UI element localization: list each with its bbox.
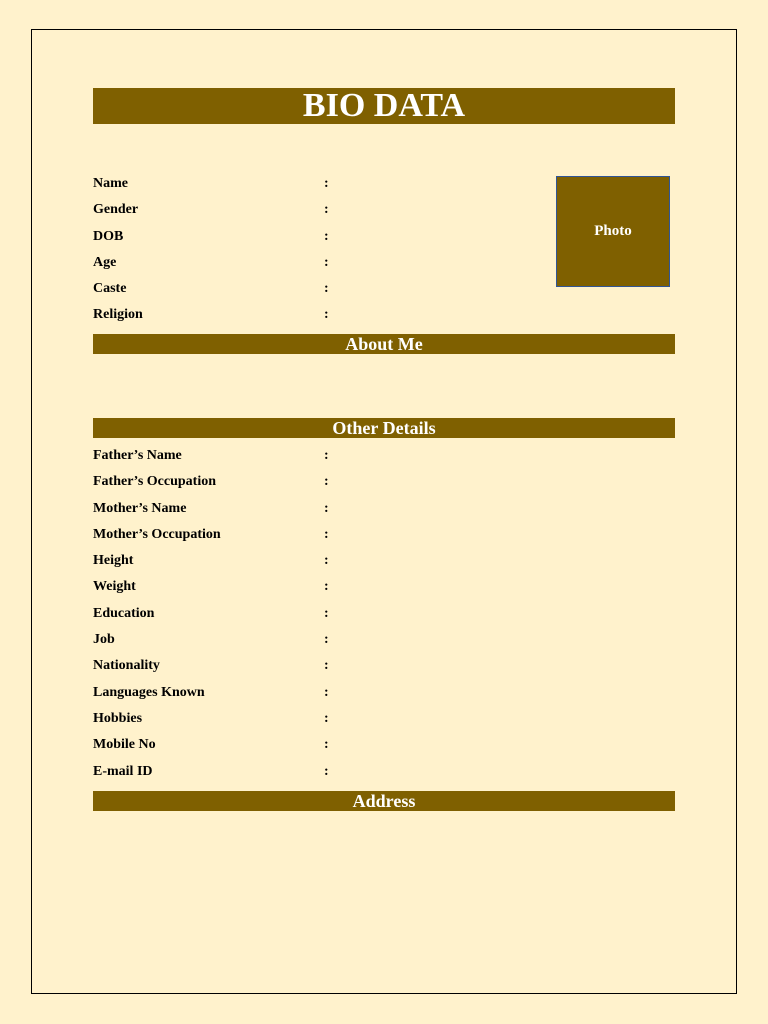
field-separator: : bbox=[324, 176, 329, 191]
personal-details-list bbox=[93, 171, 533, 329]
field-separator: : bbox=[324, 737, 329, 753]
field-row-e-mail-id bbox=[93, 759, 533, 785]
field-label: Hobbies bbox=[93, 710, 143, 726]
field-label: Religion bbox=[93, 307, 143, 323]
field-label: E-mail ID bbox=[93, 763, 153, 779]
field-row-fathers-name bbox=[93, 443, 533, 469]
field-row-height bbox=[93, 548, 533, 574]
field-row-age bbox=[93, 250, 533, 276]
field-separator: : bbox=[324, 763, 329, 779]
field-row-hobbies bbox=[93, 706, 533, 732]
field-label: Mobile No bbox=[93, 737, 156, 753]
field-separator: : bbox=[324, 281, 329, 297]
field-label: Nationality bbox=[93, 658, 160, 674]
field-label: Age bbox=[93, 254, 117, 270]
section-heading-other-details: Other Details bbox=[93, 418, 675, 438]
photo-label: Photo bbox=[594, 223, 632, 239]
field-row-mobile-no bbox=[93, 732, 533, 758]
field-separator: : bbox=[324, 307, 329, 323]
field-row-education bbox=[93, 601, 533, 627]
field-separator: : bbox=[324, 579, 329, 595]
field-row-languages-known bbox=[93, 680, 533, 706]
field-row-nationality bbox=[93, 653, 533, 679]
field-label: Mother’s Occupation bbox=[93, 526, 221, 542]
section-heading-about-me: About Me bbox=[93, 334, 675, 354]
field-row-mothers-occupation bbox=[93, 522, 533, 548]
field-row-dob bbox=[93, 224, 533, 250]
field-separator: : bbox=[324, 474, 329, 490]
field-label: Caste bbox=[93, 281, 127, 297]
field-label: Weight bbox=[93, 579, 136, 595]
field-label: Education bbox=[93, 605, 155, 621]
field-separator: : bbox=[324, 228, 329, 244]
document-title: BIO DATA bbox=[93, 88, 675, 124]
field-row-job bbox=[93, 627, 533, 653]
other-details-list bbox=[93, 443, 533, 785]
field-row-fathers-occupation bbox=[93, 469, 533, 495]
field-label: Height bbox=[93, 553, 134, 569]
field-separator: : bbox=[324, 658, 329, 674]
field-row-name bbox=[93, 171, 533, 197]
field-row-weight bbox=[93, 574, 533, 600]
field-row-religion bbox=[93, 302, 533, 328]
field-label: Job bbox=[93, 632, 115, 648]
field-label: Father’s Name bbox=[93, 448, 182, 463]
field-separator: : bbox=[324, 632, 329, 648]
field-separator: : bbox=[324, 500, 329, 516]
field-label: DOB bbox=[93, 228, 124, 244]
field-label: Mother’s Name bbox=[93, 500, 187, 516]
field-label: Languages Known bbox=[93, 684, 205, 700]
field-separator: : bbox=[324, 710, 329, 726]
field-separator: : bbox=[324, 526, 329, 542]
field-row-gender bbox=[93, 197, 533, 223]
field-label: Name bbox=[93, 176, 128, 191]
field-separator: : bbox=[324, 684, 329, 700]
field-label: Father’s Occupation bbox=[93, 474, 216, 490]
field-separator: : bbox=[324, 254, 329, 270]
field-row-mothers-name bbox=[93, 496, 533, 522]
field-label: Gender bbox=[93, 202, 139, 218]
field-row-caste bbox=[93, 276, 533, 302]
field-separator: : bbox=[324, 448, 329, 463]
photo-placeholder bbox=[556, 176, 670, 287]
section-heading-address: Address bbox=[93, 791, 675, 811]
field-separator: : bbox=[324, 605, 329, 621]
field-separator: : bbox=[324, 553, 329, 569]
field-separator: : bbox=[324, 202, 329, 218]
